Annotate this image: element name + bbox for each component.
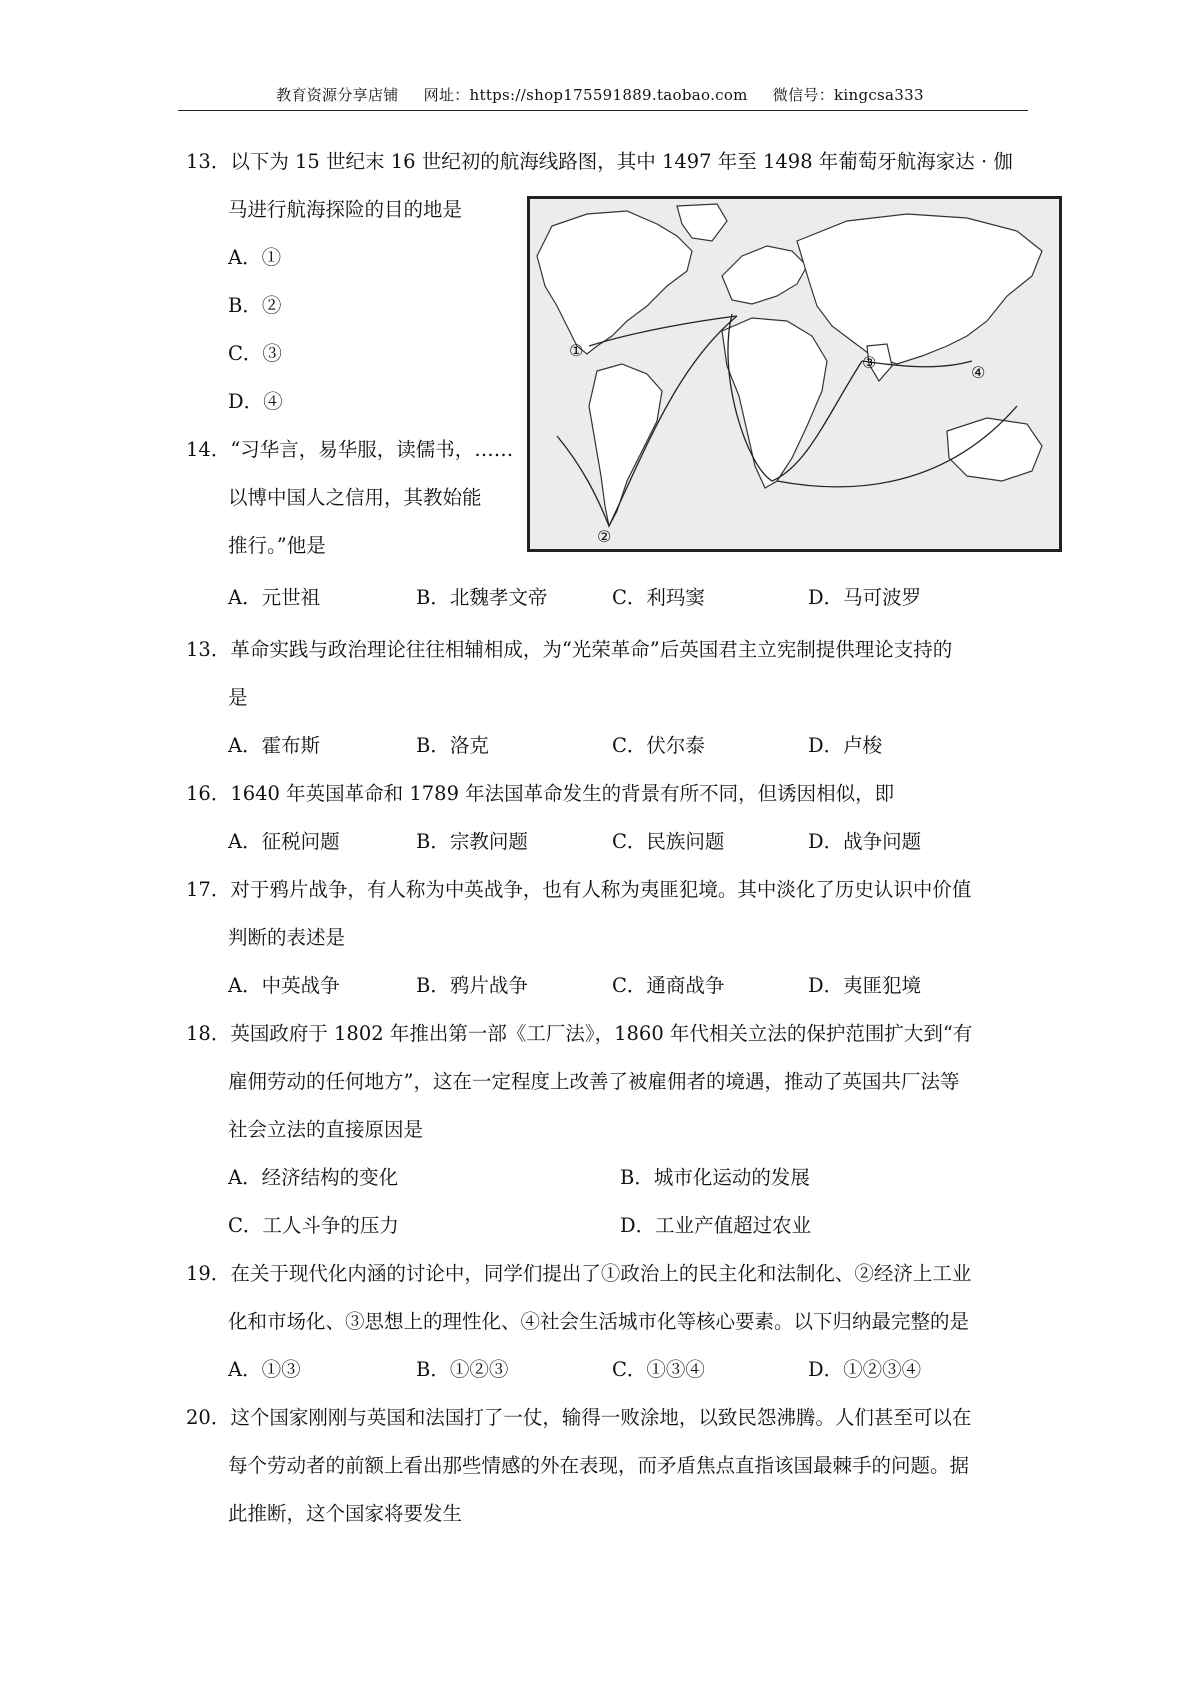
question-text: 在关于现代化内涵的讨论中，同学们提出了①政治上的民主化和法制化、②经济上工业 xyxy=(230,1262,972,1285)
option-a[interactable]: A．征税问题 xyxy=(228,830,340,853)
option-b[interactable]: B．①②③ xyxy=(416,1358,509,1381)
question-17-line2: 判断的表述是 xyxy=(228,926,346,949)
option-c[interactable]: C．利玛窦 xyxy=(612,586,705,609)
question-20-line1 xyxy=(186,1406,971,1430)
option-a[interactable]: A．经济结构的变化 xyxy=(228,1166,399,1189)
option-c[interactable]: C．民族问题 xyxy=(612,830,725,853)
question-17-line1 xyxy=(186,878,971,902)
question-number: 17． xyxy=(186,878,231,901)
question-number: 20． xyxy=(186,1406,231,1429)
question-19-line2: 化和市场化、③思想上的理性化、④社会生活城市化等核心要素。以下归纳最完整的是 xyxy=(228,1310,970,1333)
marker-1: ① xyxy=(569,341,584,360)
marker-3: ③ xyxy=(862,353,877,372)
question-13a-line1 xyxy=(186,150,1013,174)
option-c[interactable]: C．通商战争 xyxy=(612,974,725,997)
question-number: 18． xyxy=(186,1022,231,1045)
option-c[interactable]: C．工人斗争的压力 xyxy=(228,1214,399,1237)
question-number: 13． xyxy=(186,150,231,173)
question-text: 以下为 15 世纪末 16 世纪初的航海线路图，其中 1497 年至 1498 年葡萄牙航海家达 · 伽 xyxy=(230,150,1013,173)
option-d[interactable]: D．①②③④ xyxy=(808,1358,922,1381)
option-b[interactable]: B．② xyxy=(228,294,282,317)
question-16-line1 xyxy=(186,782,894,806)
option-a[interactable]: A．霍布斯 xyxy=(228,734,321,757)
option-b[interactable]: B．洛克 xyxy=(416,734,489,757)
question-20-line2: 每个劳动者的前额上看出那些情感的外在表现，而矛盾焦点直指该国最棘手的问题。据 xyxy=(228,1454,970,1477)
header-shop: 教育资源分享店铺 xyxy=(276,86,399,104)
option-b[interactable]: B．北魏孝文帝 xyxy=(416,586,548,609)
option-a[interactable]: A．① xyxy=(228,246,282,269)
question-13b-line1 xyxy=(186,638,952,662)
question-text: 1640 年英国革命和 1789 年法国革命发生的背景有所不同，但诱因相似，即 xyxy=(230,782,895,805)
marker-4: ④ xyxy=(971,363,986,382)
question-13b-line2: 是 xyxy=(228,686,248,709)
question-18-line2: 雇佣劳动的任何地方”，这在一定程度上改善了被雇佣者的境遇，推动了英国共厂法等 xyxy=(228,1070,960,1093)
question-13a-line2: 马进行航海探险的目的地是 xyxy=(228,198,463,221)
question-19-line1 xyxy=(186,1262,971,1286)
question-number: 16． xyxy=(186,782,231,805)
question-14-line3: 推行。”他是 xyxy=(228,534,326,557)
question-text: 对于鸦片战争，有人称为中英战争，也有人称为夷匪犯境。其中淡化了历史认识中价值 xyxy=(230,878,972,901)
header-url: 网址：https://shop175591889.taobao.com xyxy=(423,86,748,104)
question-text: 革命实践与政治理论往往相辅相成，为“光荣革命”后英国君主立宪制提供理论支持的 xyxy=(230,638,953,661)
header-rule xyxy=(178,110,1028,111)
question-text: 英国政府于 1802 年推出第一部《工厂法》，1860 年代相关立法的保护范围扩大到“有 xyxy=(230,1022,973,1045)
question-text: 这个国家刚刚与英国和法国打了一仗，输得一败涂地，以致民怨沸腾。人们甚至可以在 xyxy=(230,1406,972,1429)
option-d[interactable]: D．工业产值超过农业 xyxy=(620,1214,812,1237)
option-d[interactable]: D．马可波罗 xyxy=(808,586,922,609)
question-number: 13． xyxy=(186,638,231,661)
question-18-line1 xyxy=(186,1022,972,1046)
option-d[interactable]: D．卢梭 xyxy=(808,734,883,757)
option-a[interactable]: A．元世祖 xyxy=(228,586,321,609)
question-number: 14． xyxy=(186,438,231,461)
question-14-line2: 以博中国人之信用，其教始能 xyxy=(228,486,482,509)
question-number: 19． xyxy=(186,1262,231,1285)
voyage-map xyxy=(527,196,1062,552)
option-a[interactable]: A．中英战争 xyxy=(228,974,340,997)
option-b[interactable]: B．城市化运动的发展 xyxy=(620,1166,810,1189)
page-header xyxy=(0,84,1200,105)
option-d[interactable]: D．夷匪犯境 xyxy=(808,974,922,997)
question-18-line3: 社会立法的直接原因是 xyxy=(228,1118,424,1141)
option-d[interactable]: D．战争问题 xyxy=(808,830,922,853)
option-b[interactable]: B．宗教问题 xyxy=(416,830,528,853)
option-b[interactable]: B．鸦片战争 xyxy=(416,974,528,997)
question-text: “习华言，易华服，读儒书，…… xyxy=(230,438,514,461)
option-c[interactable]: C．①③④ xyxy=(612,1358,705,1381)
question-14-line1 xyxy=(186,438,513,462)
option-a[interactable]: A．①③ xyxy=(228,1358,301,1381)
marker-2: ② xyxy=(597,527,612,546)
question-20-line3: 此推断，这个国家将要发生 xyxy=(228,1502,463,1525)
option-c[interactable]: C．伏尔泰 xyxy=(612,734,705,757)
option-d[interactable]: D．④ xyxy=(228,390,283,413)
header-wechat: 微信号：kingcsa333 xyxy=(772,86,924,104)
option-c[interactable]: C．③ xyxy=(228,342,282,365)
